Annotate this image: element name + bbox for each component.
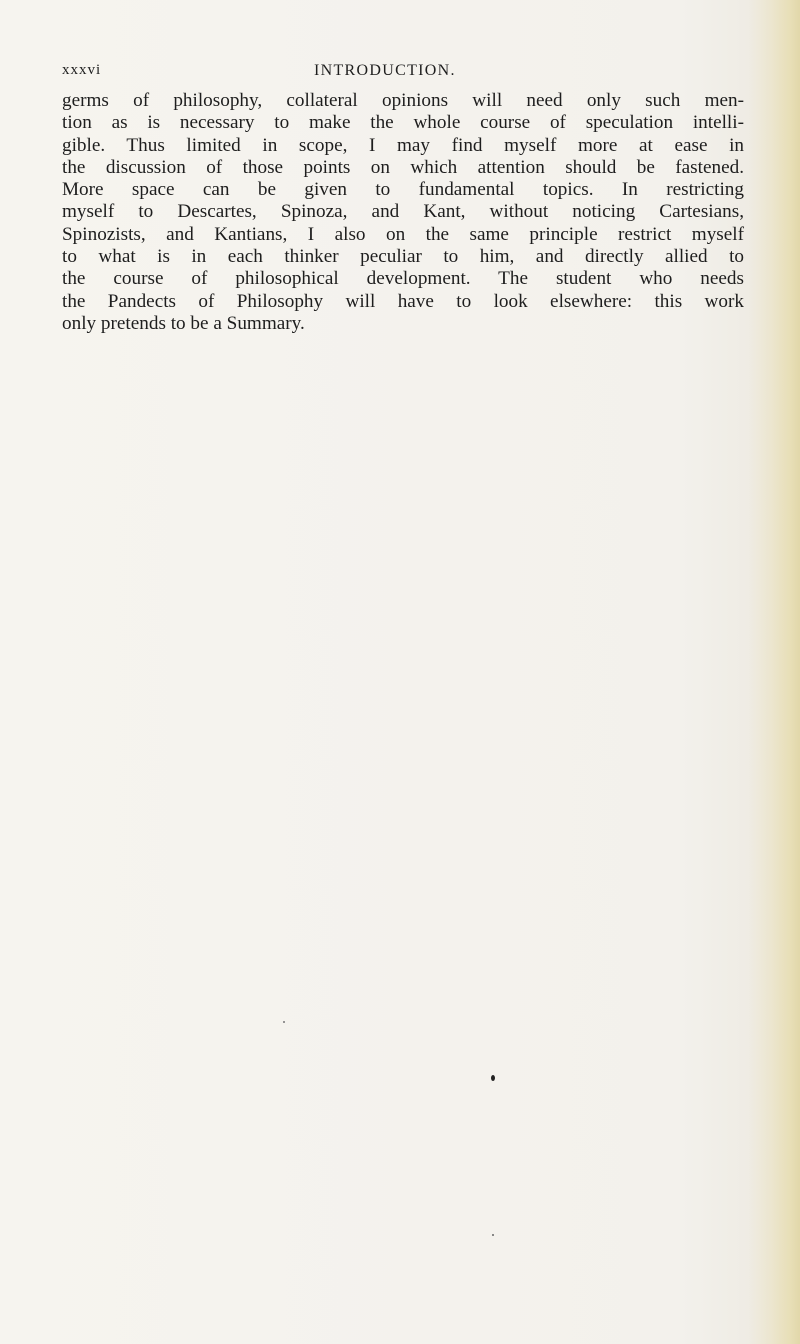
- page-edge-discoloration: [748, 0, 800, 1344]
- text-line: the course of philosophical development. The student who needs: [62, 268, 744, 290]
- text-line: only pretends to be a Summary.: [62, 312, 305, 334]
- running-title: INTRODUCTION.: [314, 62, 456, 79]
- running-head: [62, 62, 752, 86]
- text-line: germs of philosophy, collateral opinions will need only such men-: [62, 90, 744, 111]
- ink-speck: [492, 1234, 494, 1236]
- ink-speck: [283, 1021, 285, 1023]
- text-line: the Pandects of Philosophy will have to look elsewhere: this work: [62, 290, 744, 312]
- ink-speck: [491, 1075, 495, 1081]
- text-line: myself to Descartes, Spinoza, and Kant, without noticing Cartesians,: [62, 201, 744, 223]
- text-line: gible. Thus limited in scope, I may find myself more at ease in: [62, 134, 744, 156]
- body-paragraph: [62, 90, 744, 335]
- text-line: tion as is necessary to make the whole course of speculation intelli-: [62, 112, 744, 134]
- text-line: the discussion of those points on which attention should be fastened.: [62, 156, 744, 178]
- text-line: to what is in each thinker peculiar to him, and directly allied to: [62, 246, 744, 268]
- page-number: xxxvi: [62, 62, 102, 78]
- text-line: Spinozists, and Kantians, I also on the same principle restrict myself: [62, 223, 744, 245]
- text-line: More space can be given to fundamental topics. In restricting: [62, 179, 744, 201]
